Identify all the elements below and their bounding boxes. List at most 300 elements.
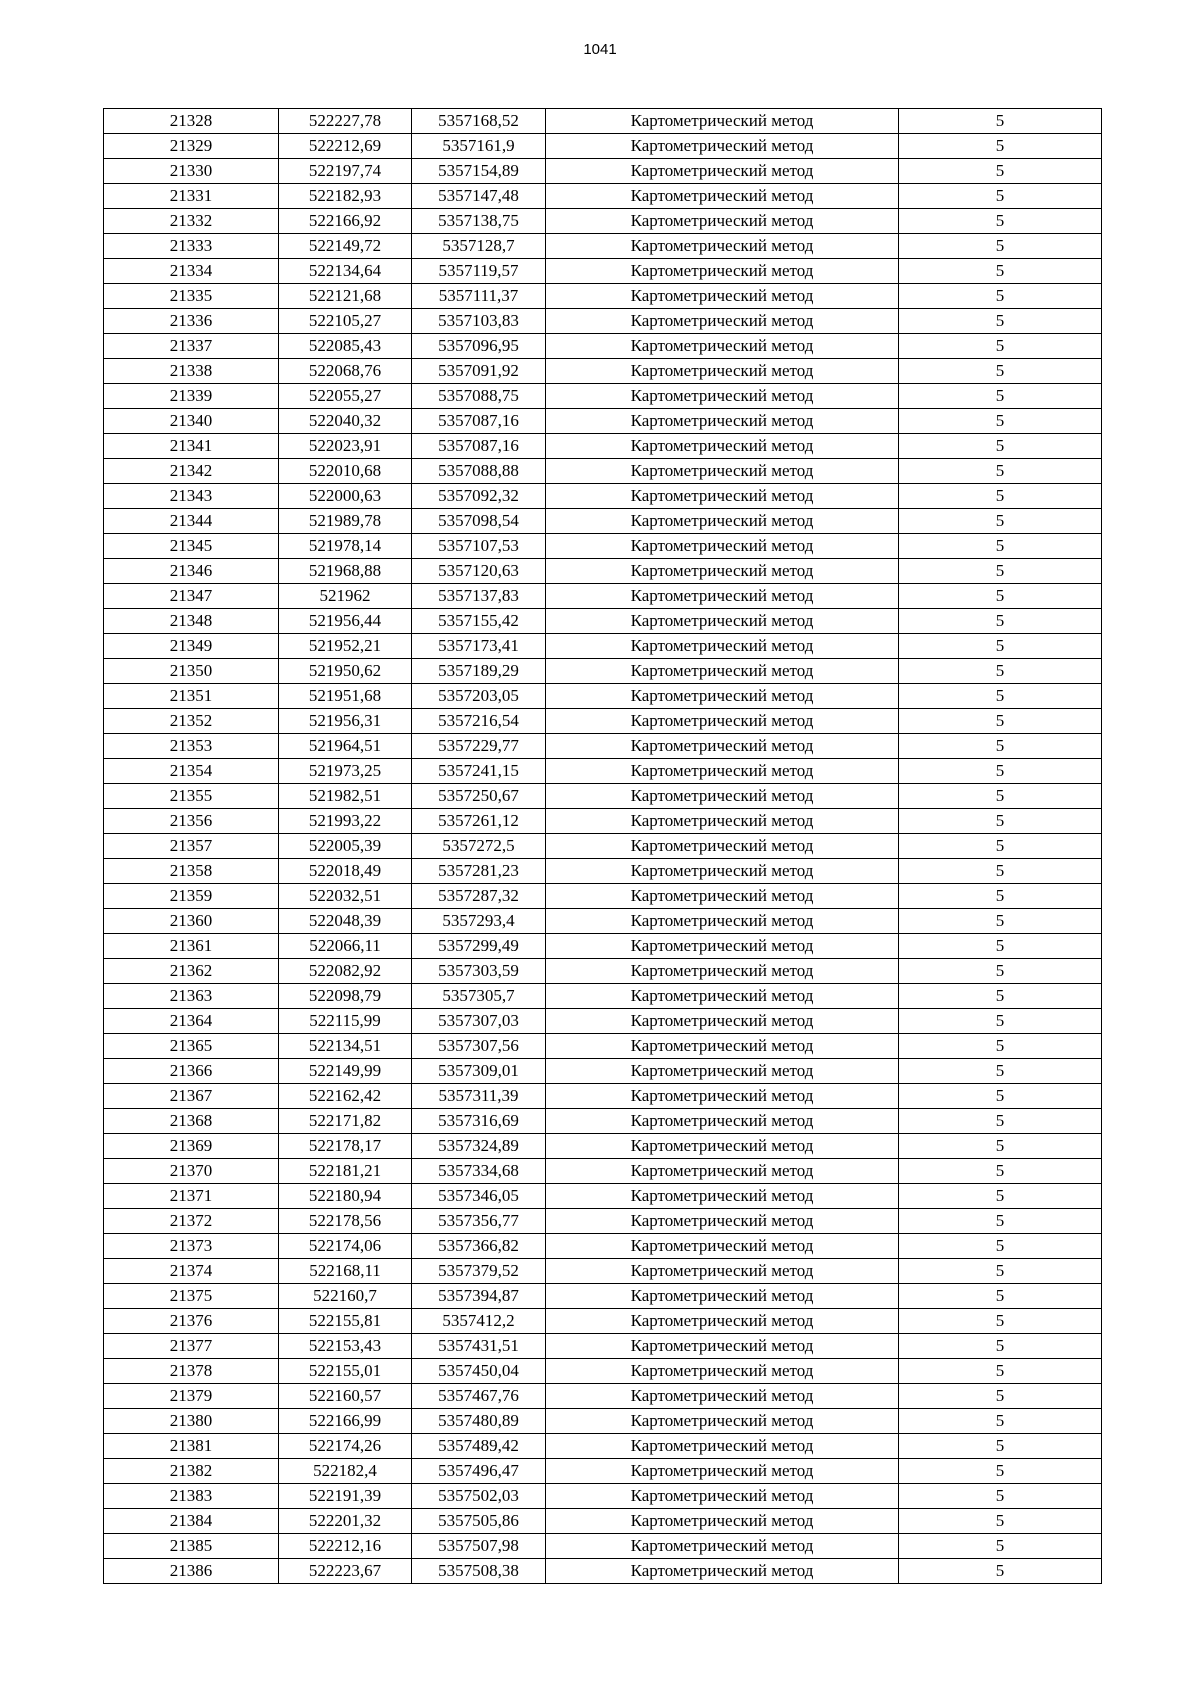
method-cell: Картометрический метод [546, 134, 899, 159]
point-number-cell: 21351 [104, 684, 279, 709]
method-cell: Картометрический метод [546, 1409, 899, 1434]
table-row [104, 184, 1102, 209]
accuracy-cell: 5 [899, 1534, 1102, 1559]
accuracy-cell: 5 [899, 1034, 1102, 1059]
point-number-cell: 21359 [104, 884, 279, 909]
table-row [104, 934, 1102, 959]
point-number-cell: 21346 [104, 559, 279, 584]
point-number-cell: 21372 [104, 1209, 279, 1234]
y-coordinate-cell: 5357216,54 [412, 709, 546, 734]
table-row [104, 1559, 1102, 1584]
method-cell: Картометрический метод [546, 1059, 899, 1084]
point-number-cell: 21373 [104, 1234, 279, 1259]
y-coordinate-cell: 5357087,16 [412, 409, 546, 434]
x-coordinate-cell: 522178,56 [279, 1209, 412, 1234]
point-number-cell: 21375 [104, 1284, 279, 1309]
point-number-cell: 21347 [104, 584, 279, 609]
method-cell: Картометрический метод [546, 259, 899, 284]
table-row [104, 284, 1102, 309]
accuracy-cell: 5 [899, 634, 1102, 659]
table-row [104, 234, 1102, 259]
table-row [104, 1184, 1102, 1209]
table-row [104, 109, 1102, 134]
method-cell: Картометрический метод [546, 659, 899, 684]
x-coordinate-cell: 522171,82 [279, 1109, 412, 1134]
x-coordinate-cell: 521956,44 [279, 609, 412, 634]
method-cell: Картометрический метод [546, 209, 899, 234]
point-number-cell: 21328 [104, 109, 279, 134]
y-coordinate-cell: 5357324,89 [412, 1134, 546, 1159]
table-row [104, 1509, 1102, 1534]
y-coordinate-cell: 5357088,75 [412, 384, 546, 409]
method-cell: Картометрический метод [546, 1534, 899, 1559]
point-number-cell: 21378 [104, 1359, 279, 1384]
y-coordinate-cell: 5357307,56 [412, 1034, 546, 1059]
accuracy-cell: 5 [899, 459, 1102, 484]
point-number-cell: 21382 [104, 1459, 279, 1484]
x-coordinate-cell: 522180,94 [279, 1184, 412, 1209]
y-coordinate-cell: 5357250,67 [412, 784, 546, 809]
y-coordinate-cell: 5357261,12 [412, 809, 546, 834]
y-coordinate-cell: 5357137,83 [412, 584, 546, 609]
method-cell: Картометрический метод [546, 359, 899, 384]
x-coordinate-cell: 522223,67 [279, 1559, 412, 1584]
accuracy-cell: 5 [899, 1384, 1102, 1409]
method-cell: Картометрический метод [546, 1009, 899, 1034]
accuracy-cell: 5 [899, 1334, 1102, 1359]
point-number-cell: 21363 [104, 984, 279, 1009]
y-coordinate-cell: 5357287,32 [412, 884, 546, 909]
method-cell: Картометрический метод [546, 934, 899, 959]
x-coordinate-cell: 522048,39 [279, 909, 412, 934]
method-cell: Картометрический метод [546, 484, 899, 509]
method-cell: Картометрический метод [546, 559, 899, 584]
x-coordinate-cell: 522212,69 [279, 134, 412, 159]
point-number-cell: 21383 [104, 1484, 279, 1509]
x-coordinate-cell: 521982,51 [279, 784, 412, 809]
point-number-cell: 21341 [104, 434, 279, 459]
x-coordinate-cell: 522197,74 [279, 159, 412, 184]
method-cell: Картометрический метод [546, 734, 899, 759]
x-coordinate-cell: 522182,93 [279, 184, 412, 209]
y-coordinate-cell: 5357281,23 [412, 859, 546, 884]
method-cell: Картометрический метод [546, 909, 899, 934]
point-number-cell: 21365 [104, 1034, 279, 1059]
point-number-cell: 21384 [104, 1509, 279, 1534]
table-row [104, 659, 1102, 684]
y-coordinate-cell: 5357120,63 [412, 559, 546, 584]
method-cell: Картометрический метод [546, 509, 899, 534]
table-row [104, 409, 1102, 434]
table-row [104, 759, 1102, 784]
y-coordinate-cell: 5357299,49 [412, 934, 546, 959]
x-coordinate-cell: 522085,43 [279, 334, 412, 359]
point-number-cell: 21352 [104, 709, 279, 734]
accuracy-cell: 5 [899, 1359, 1102, 1384]
x-coordinate-cell: 522153,43 [279, 1334, 412, 1359]
table-row [104, 1309, 1102, 1334]
table-row [104, 709, 1102, 734]
point-number-cell: 21354 [104, 759, 279, 784]
x-coordinate-cell: 521956,31 [279, 709, 412, 734]
point-number-cell: 21366 [104, 1059, 279, 1084]
point-number-cell: 21380 [104, 1409, 279, 1434]
point-number-cell: 21361 [104, 934, 279, 959]
y-coordinate-cell: 5357241,15 [412, 759, 546, 784]
method-cell: Картометрический метод [546, 1484, 899, 1509]
y-coordinate-cell: 5357496,47 [412, 1459, 546, 1484]
x-coordinate-cell: 522010,68 [279, 459, 412, 484]
method-cell: Картометрический метод [546, 109, 899, 134]
point-number-cell: 21368 [104, 1109, 279, 1134]
table-row [104, 384, 1102, 409]
accuracy-cell: 5 [899, 734, 1102, 759]
accuracy-cell: 5 [899, 834, 1102, 859]
accuracy-cell: 5 [899, 884, 1102, 909]
table-row [104, 559, 1102, 584]
method-cell: Картометрический метод [546, 1334, 899, 1359]
y-coordinate-cell: 5357431,51 [412, 1334, 546, 1359]
method-cell: Картометрический метод [546, 384, 899, 409]
point-number-cell: 21358 [104, 859, 279, 884]
x-coordinate-cell: 522023,91 [279, 434, 412, 459]
accuracy-cell: 5 [899, 309, 1102, 334]
method-cell: Картометрический метод [546, 534, 899, 559]
accuracy-cell: 5 [899, 209, 1102, 234]
page-number: 1041 [583, 41, 617, 58]
x-coordinate-cell: 522174,06 [279, 1234, 412, 1259]
table-row [104, 584, 1102, 609]
point-number-cell: 21336 [104, 309, 279, 334]
y-coordinate-cell: 5357189,29 [412, 659, 546, 684]
method-cell: Картометрический метод [546, 859, 899, 884]
point-number-cell: 21337 [104, 334, 279, 359]
table-row [104, 1334, 1102, 1359]
y-coordinate-cell: 5357092,32 [412, 484, 546, 509]
accuracy-cell: 5 [899, 484, 1102, 509]
y-coordinate-cell: 5357305,7 [412, 984, 546, 1009]
accuracy-cell: 5 [899, 1484, 1102, 1509]
table-row [104, 609, 1102, 634]
accuracy-cell: 5 [899, 1184, 1102, 1209]
x-coordinate-cell: 522160,7 [279, 1284, 412, 1309]
accuracy-cell: 5 [899, 1509, 1102, 1534]
x-coordinate-cell: 522178,17 [279, 1134, 412, 1159]
accuracy-cell: 5 [899, 784, 1102, 809]
method-cell: Картометрический метод [546, 334, 899, 359]
x-coordinate-cell: 521978,14 [279, 534, 412, 559]
accuracy-cell: 5 [899, 1284, 1102, 1309]
method-cell: Картометрический метод [546, 309, 899, 334]
table-row [104, 784, 1102, 809]
y-coordinate-cell: 5357366,82 [412, 1234, 546, 1259]
y-coordinate-cell: 5357098,54 [412, 509, 546, 534]
accuracy-cell: 5 [899, 809, 1102, 834]
point-number-cell: 21367 [104, 1084, 279, 1109]
method-cell: Картометрический метод [546, 459, 899, 484]
y-coordinate-cell: 5357467,76 [412, 1384, 546, 1409]
x-coordinate-cell: 522000,63 [279, 484, 412, 509]
table-row [104, 334, 1102, 359]
accuracy-cell: 5 [899, 234, 1102, 259]
table-row [104, 484, 1102, 509]
method-cell: Картометрический метод [546, 959, 899, 984]
accuracy-cell: 5 [899, 1559, 1102, 1584]
x-coordinate-cell: 522115,99 [279, 1009, 412, 1034]
accuracy-cell: 5 [899, 409, 1102, 434]
table-row [104, 809, 1102, 834]
accuracy-cell: 5 [899, 709, 1102, 734]
x-coordinate-cell: 522149,72 [279, 234, 412, 259]
point-number-cell: 21356 [104, 809, 279, 834]
x-coordinate-cell: 521962 [279, 584, 412, 609]
method-cell: Картометрический метод [546, 1034, 899, 1059]
table-row [104, 209, 1102, 234]
point-number-cell: 21386 [104, 1559, 279, 1584]
point-number-cell: 21376 [104, 1309, 279, 1334]
point-number-cell: 21350 [104, 659, 279, 684]
y-coordinate-cell: 5357138,75 [412, 209, 546, 234]
point-number-cell: 21348 [104, 609, 279, 634]
x-coordinate-cell: 522082,92 [279, 959, 412, 984]
x-coordinate-cell: 522155,01 [279, 1359, 412, 1384]
accuracy-cell: 5 [899, 134, 1102, 159]
method-cell: Картометрический метод [546, 159, 899, 184]
x-coordinate-cell: 522174,26 [279, 1434, 412, 1459]
y-coordinate-cell: 5357091,92 [412, 359, 546, 384]
method-cell: Картометрический метод [546, 1109, 899, 1134]
x-coordinate-cell: 522134,64 [279, 259, 412, 284]
x-coordinate-cell: 521964,51 [279, 734, 412, 759]
x-coordinate-cell: 521950,62 [279, 659, 412, 684]
table-row [104, 834, 1102, 859]
y-coordinate-cell: 5357307,03 [412, 1009, 546, 1034]
y-coordinate-cell: 5357450,04 [412, 1359, 546, 1384]
x-coordinate-cell: 522160,57 [279, 1384, 412, 1409]
accuracy-cell: 5 [899, 1234, 1102, 1259]
y-coordinate-cell: 5357293,4 [412, 909, 546, 934]
y-coordinate-cell: 5357173,41 [412, 634, 546, 659]
y-coordinate-cell: 5357508,38 [412, 1559, 546, 1584]
method-cell: Картометрический метод [546, 284, 899, 309]
table-row [104, 1434, 1102, 1459]
y-coordinate-cell: 5357087,16 [412, 434, 546, 459]
table-row [104, 1484, 1102, 1509]
point-number-cell: 21331 [104, 184, 279, 209]
accuracy-cell: 5 [899, 334, 1102, 359]
accuracy-cell: 5 [899, 109, 1102, 134]
point-number-cell: 21379 [104, 1384, 279, 1409]
accuracy-cell: 5 [899, 1259, 1102, 1284]
table-row [104, 534, 1102, 559]
accuracy-cell: 5 [899, 659, 1102, 684]
point-number-cell: 21330 [104, 159, 279, 184]
method-cell: Картометрический метод [546, 1234, 899, 1259]
x-coordinate-cell: 521993,22 [279, 809, 412, 834]
accuracy-cell: 5 [899, 1009, 1102, 1034]
point-number-cell: 21338 [104, 359, 279, 384]
x-coordinate-cell: 521968,88 [279, 559, 412, 584]
x-coordinate-cell: 522201,32 [279, 1509, 412, 1534]
accuracy-cell: 5 [899, 984, 1102, 1009]
accuracy-cell: 5 [899, 859, 1102, 884]
y-coordinate-cell: 5357316,69 [412, 1109, 546, 1134]
x-coordinate-cell: 521973,25 [279, 759, 412, 784]
accuracy-cell: 5 [899, 534, 1102, 559]
accuracy-cell: 5 [899, 1059, 1102, 1084]
point-number-cell: 21371 [104, 1184, 279, 1209]
x-coordinate-cell: 522032,51 [279, 884, 412, 909]
table-row [104, 1109, 1102, 1134]
y-coordinate-cell: 5357412,2 [412, 1309, 546, 1334]
method-cell: Картометрический метод [546, 1384, 899, 1409]
x-coordinate-cell: 522121,68 [279, 284, 412, 309]
table-row [104, 359, 1102, 384]
point-number-cell: 21333 [104, 234, 279, 259]
y-coordinate-cell: 5357107,53 [412, 534, 546, 559]
point-number-cell: 21377 [104, 1334, 279, 1359]
method-cell: Картометрический метод [546, 1434, 899, 1459]
table-row [104, 684, 1102, 709]
point-number-cell: 21334 [104, 259, 279, 284]
table-row [104, 134, 1102, 159]
x-coordinate-cell: 522227,78 [279, 109, 412, 134]
x-coordinate-cell: 522166,92 [279, 209, 412, 234]
method-cell: Картометрический метод [546, 609, 899, 634]
x-coordinate-cell: 522018,49 [279, 859, 412, 884]
method-cell: Картометрический метод [546, 1259, 899, 1284]
method-cell: Картометрический метод [546, 634, 899, 659]
x-coordinate-cell: 522155,81 [279, 1309, 412, 1334]
y-coordinate-cell: 5357154,89 [412, 159, 546, 184]
y-coordinate-cell: 5357394,87 [412, 1284, 546, 1309]
method-cell: Картометрический метод [546, 184, 899, 209]
table-row [104, 1459, 1102, 1484]
table-row [104, 1259, 1102, 1284]
point-number-cell: 21374 [104, 1259, 279, 1284]
point-number-cell: 21332 [104, 209, 279, 234]
x-coordinate-cell: 522066,11 [279, 934, 412, 959]
y-coordinate-cell: 5357309,01 [412, 1059, 546, 1084]
method-cell: Картометрический метод [546, 1159, 899, 1184]
point-number-cell: 21339 [104, 384, 279, 409]
table-row [104, 1009, 1102, 1034]
method-cell: Картометрический метод [546, 1209, 899, 1234]
y-coordinate-cell: 5357119,57 [412, 259, 546, 284]
table-row [104, 1359, 1102, 1384]
y-coordinate-cell: 5357128,7 [412, 234, 546, 259]
point-number-cell: 21345 [104, 534, 279, 559]
point-number-cell: 21340 [104, 409, 279, 434]
table-row [104, 984, 1102, 1009]
table-row [104, 1084, 1102, 1109]
table-row [104, 734, 1102, 759]
point-number-cell: 21370 [104, 1159, 279, 1184]
y-coordinate-cell: 5357505,86 [412, 1509, 546, 1534]
x-coordinate-cell: 522055,27 [279, 384, 412, 409]
accuracy-cell: 5 [899, 359, 1102, 384]
accuracy-cell: 5 [899, 1159, 1102, 1184]
accuracy-cell: 5 [899, 609, 1102, 634]
y-coordinate-cell: 5357480,89 [412, 1409, 546, 1434]
x-coordinate-cell: 522149,99 [279, 1059, 412, 1084]
point-number-cell: 21342 [104, 459, 279, 484]
table-row [104, 859, 1102, 884]
method-cell: Картометрический метод [546, 1309, 899, 1334]
y-coordinate-cell: 5357311,39 [412, 1084, 546, 1109]
table-row [104, 309, 1102, 334]
x-coordinate-cell: 521951,68 [279, 684, 412, 709]
method-cell: Картометрический метод [546, 1509, 899, 1534]
y-coordinate-cell: 5357147,48 [412, 184, 546, 209]
point-number-cell: 21329 [104, 134, 279, 159]
y-coordinate-cell: 5357356,77 [412, 1209, 546, 1234]
table-row [104, 259, 1102, 284]
table-row [104, 159, 1102, 184]
y-coordinate-cell: 5357168,52 [412, 109, 546, 134]
x-coordinate-cell: 522005,39 [279, 834, 412, 859]
coordinates-table [103, 108, 1102, 1584]
y-coordinate-cell: 5357507,98 [412, 1534, 546, 1559]
table-row [104, 1134, 1102, 1159]
accuracy-cell: 5 [899, 384, 1102, 409]
y-coordinate-cell: 5357096,95 [412, 334, 546, 359]
point-number-cell: 21364 [104, 1009, 279, 1034]
accuracy-cell: 5 [899, 1459, 1102, 1484]
accuracy-cell: 5 [899, 684, 1102, 709]
coordinates-table-body [104, 109, 1102, 1584]
point-number-cell: 21355 [104, 784, 279, 809]
accuracy-cell: 5 [899, 1209, 1102, 1234]
accuracy-cell: 5 [899, 909, 1102, 934]
accuracy-cell: 5 [899, 159, 1102, 184]
y-coordinate-cell: 5357088,88 [412, 459, 546, 484]
accuracy-cell: 5 [899, 759, 1102, 784]
method-cell: Картометрический метод [546, 1459, 899, 1484]
x-coordinate-cell: 522166,99 [279, 1409, 412, 1434]
point-number-cell: 21344 [104, 509, 279, 534]
accuracy-cell: 5 [899, 284, 1102, 309]
x-coordinate-cell: 522098,79 [279, 984, 412, 1009]
y-coordinate-cell: 5357502,03 [412, 1484, 546, 1509]
accuracy-cell: 5 [899, 259, 1102, 284]
table-row [104, 1209, 1102, 1234]
table-row [104, 1409, 1102, 1434]
table-row [104, 884, 1102, 909]
table-row [104, 509, 1102, 534]
point-number-cell: 21385 [104, 1534, 279, 1559]
method-cell: Картометрический метод [546, 834, 899, 859]
method-cell: Картометрический метод [546, 234, 899, 259]
point-number-cell: 21381 [104, 1434, 279, 1459]
y-coordinate-cell: 5357111,37 [412, 284, 546, 309]
table-row [104, 1159, 1102, 1184]
method-cell: Картометрический метод [546, 1184, 899, 1209]
method-cell: Картометрический метод [546, 809, 899, 834]
point-number-cell: 21360 [104, 909, 279, 934]
point-number-cell: 21335 [104, 284, 279, 309]
x-coordinate-cell: 522068,76 [279, 359, 412, 384]
point-number-cell: 21349 [104, 634, 279, 659]
accuracy-cell: 5 [899, 1434, 1102, 1459]
x-coordinate-cell: 522181,21 [279, 1159, 412, 1184]
x-coordinate-cell: 522212,16 [279, 1534, 412, 1559]
table-row [104, 634, 1102, 659]
x-coordinate-cell: 522134,51 [279, 1034, 412, 1059]
accuracy-cell: 5 [899, 584, 1102, 609]
accuracy-cell: 5 [899, 1109, 1102, 1134]
x-coordinate-cell: 522105,27 [279, 309, 412, 334]
